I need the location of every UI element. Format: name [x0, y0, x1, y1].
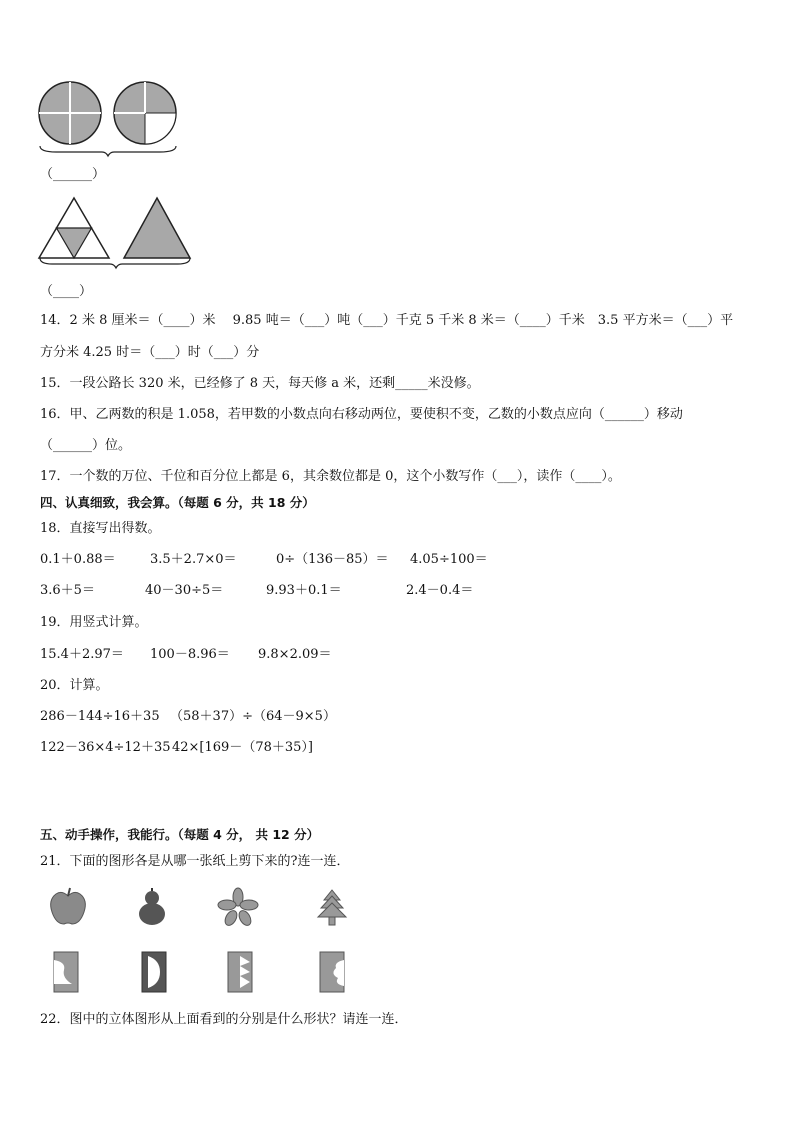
q18-item: 2.4－0.4＝	[406, 583, 474, 598]
q16-line1: 16．甲、乙两数的积是 1.058，若甲数的小数点向右移动两位，要使积不变，乙数的小数点应向（______）移动	[40, 407, 683, 422]
q18-item: 40－30÷5＝	[145, 583, 224, 598]
q20-item: 122－36×4÷12＋35	[40, 740, 171, 755]
q20-row1	[40, 708, 740, 726]
q14-line2: 方分米 4.25 时＝（___）时（___）分	[40, 345, 260, 360]
q17-text: 17．一个数的万位、千位和百分位上都是 6，其余数位都是 0，这个小数写作（___），读作（____）。	[40, 469, 621, 484]
section-4-heading: 四、认真细致，我会算。（每题 6 分，共 18 分）	[40, 495, 315, 510]
triangles-figure	[38, 196, 198, 276]
q18-item: 4.05÷100＝	[410, 552, 488, 567]
circle-three-quarters	[114, 82, 176, 144]
q16-line2: （______）位。	[40, 438, 132, 453]
apple-icon[interactable]	[48, 888, 88, 928]
q21-text: 21．下面的图形各是从哪一张纸上剪下来的?连一连．	[40, 854, 350, 869]
q20-row2	[40, 739, 740, 757]
q14-line1: 14．2 米 8 厘米＝（____）米 9.85 吨＝（___）吨（___）千克 5 千米 8 米＝（____）千米 3.5 平方米＝（___）平	[40, 313, 734, 328]
triangle-divided	[39, 198, 109, 258]
fraction-circles-figure	[36, 80, 236, 160]
q19-item: 100－8.96＝	[150, 647, 230, 662]
flower-icon[interactable]	[218, 888, 258, 928]
q18-item: 3.5＋2.7×0＝	[150, 552, 237, 567]
q20-item: （58＋37）÷（64－9×5）	[170, 709, 336, 724]
q20-title: 20．计算。	[40, 678, 109, 693]
blank-fig2[interactable]: （____）	[40, 284, 93, 299]
brace-2	[40, 258, 190, 268]
triangle-filled	[124, 198, 190, 258]
circle-full	[39, 82, 101, 144]
folded-paper-1[interactable]	[50, 950, 82, 994]
q20-item: 42×[169－（78＋35）]	[172, 740, 313, 755]
gourd-icon[interactable]	[132, 888, 172, 928]
blank-fig1[interactable]: （______）	[40, 167, 106, 182]
q15-text: 15．一段公路长 320 米，已经修了 8 天，每天修 a 米，还剩_____米没修。	[40, 376, 480, 391]
folded-paper-2[interactable]	[138, 950, 170, 994]
q19-item: 15.4＋2.97＝	[40, 647, 124, 662]
q18-row1	[40, 551, 740, 569]
q20-item: 286－144÷16＋35	[40, 709, 160, 724]
q22-text: 22．图中的立体图形从上面看到的分别是什么形状？请连一连．	[40, 1012, 408, 1027]
q18-item: 0÷（136－85）＝	[276, 552, 389, 567]
q18-item: 9.93＋0.1＝	[266, 583, 342, 598]
q18-title: 18．直接写出得数。	[40, 521, 161, 536]
brace-1	[40, 146, 176, 156]
tree-icon[interactable]	[312, 888, 352, 928]
q19-row	[40, 646, 740, 664]
folded-paper-4[interactable]	[316, 950, 348, 994]
q19-item: 9.8×2.09＝	[258, 647, 332, 662]
folded-paper-3[interactable]	[224, 950, 256, 994]
q19-title: 19．用竖式计算。	[40, 615, 148, 630]
section-5-heading: 五、动手操作，我能行。（每题 4 分， 共 12 分）	[40, 827, 320, 842]
q18-item: 0.1＋0.88＝	[40, 552, 116, 567]
q18-item: 3.6＋5＝	[40, 583, 95, 598]
q18-row2	[40, 582, 740, 600]
